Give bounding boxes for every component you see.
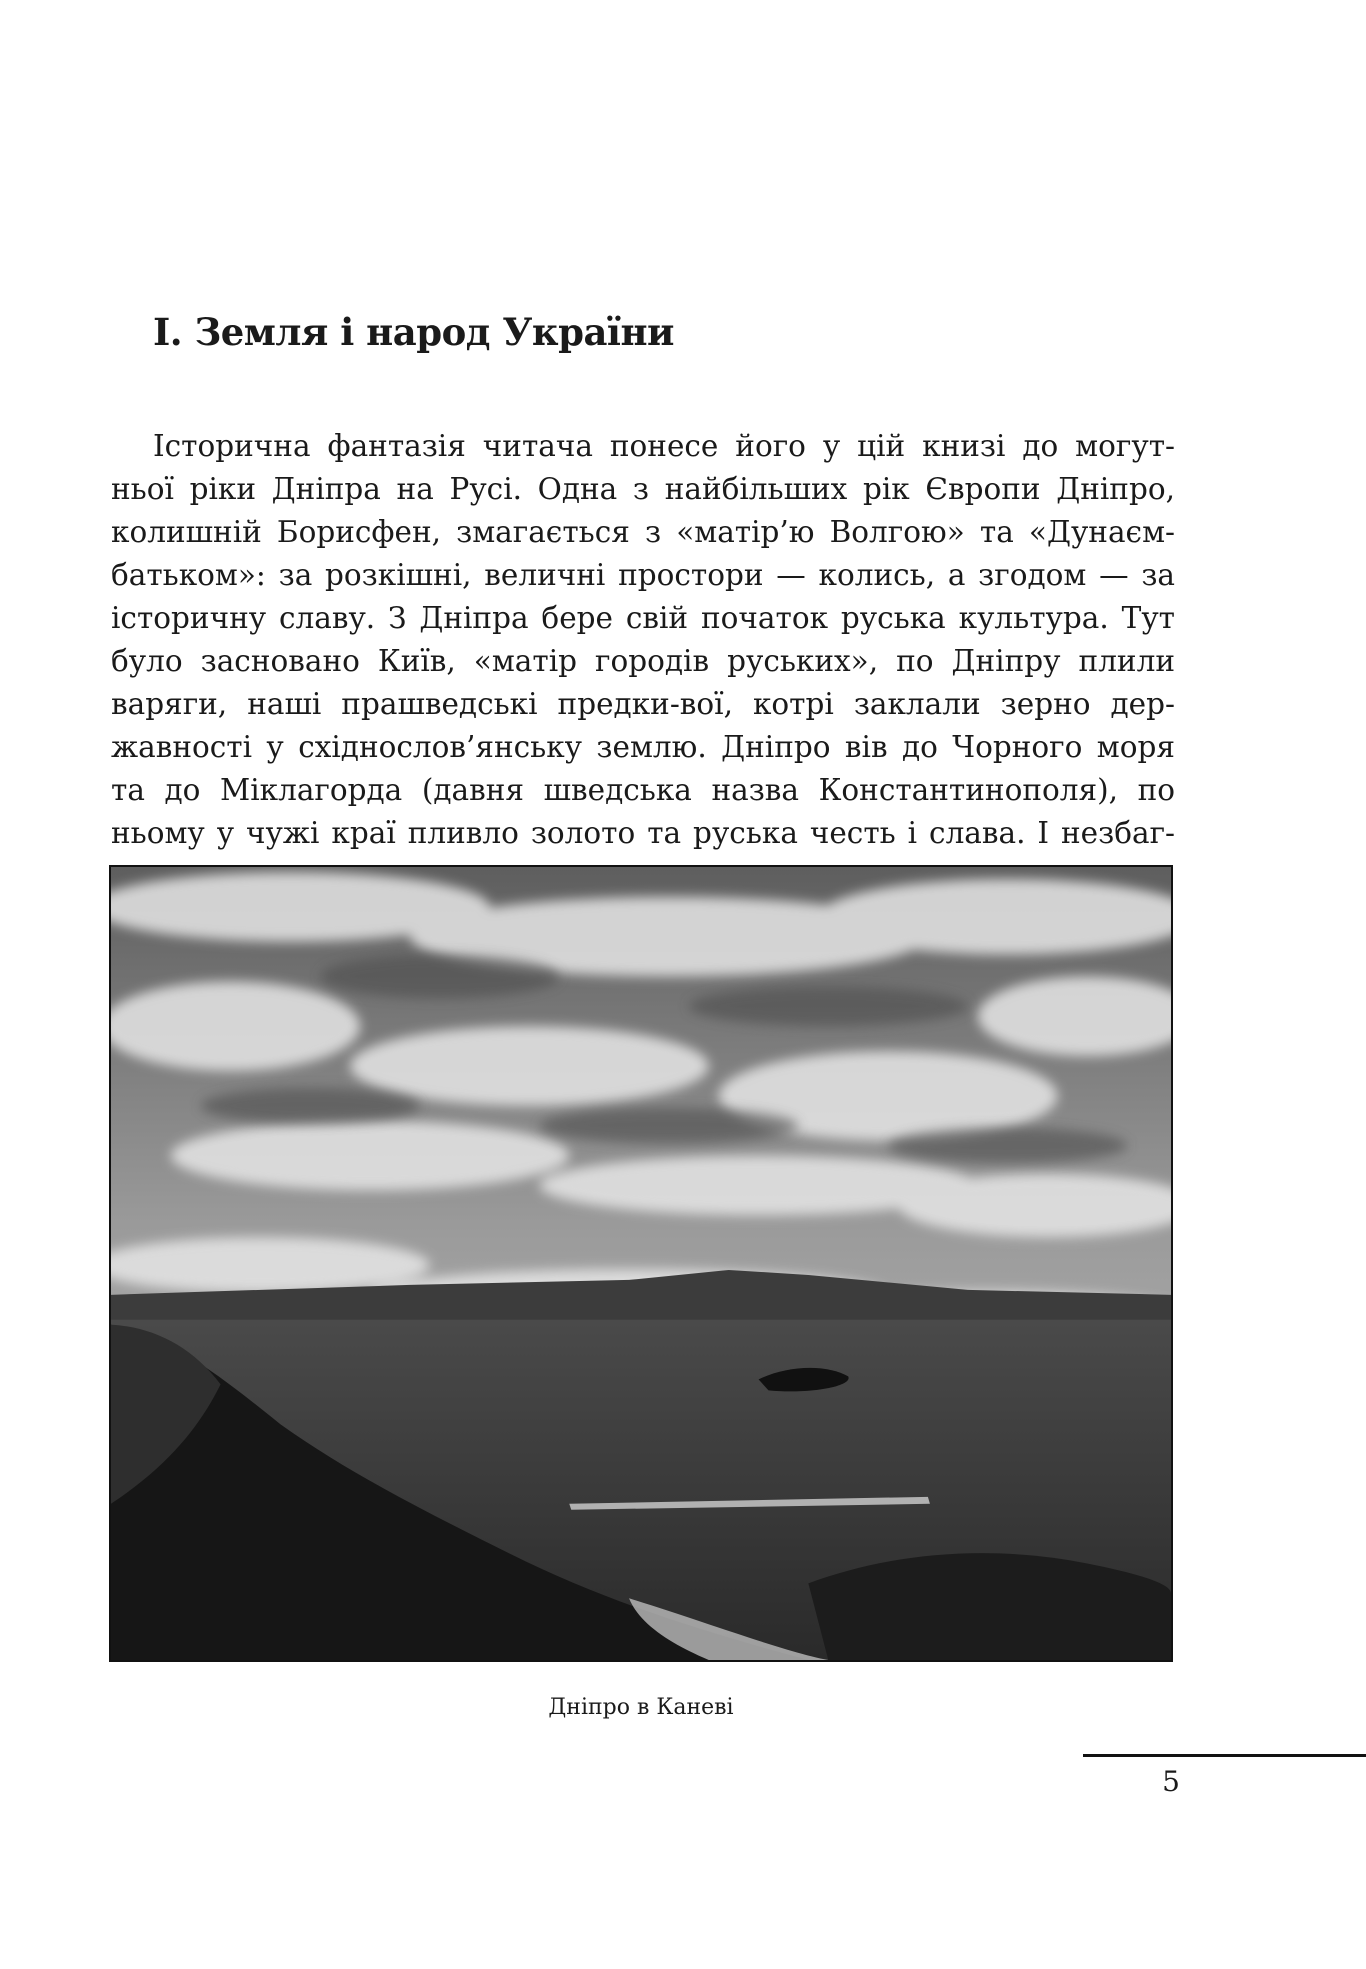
text-line: Історична фантазія читача понесе його у цій книзі до могут- (153, 429, 1175, 463)
footer-rule (1083, 1754, 1366, 1757)
figure-caption: Дніпро в Каневі (548, 1695, 734, 1720)
river-landscape-image (111, 867, 1171, 1660)
chapter-title: І. Земля і народ України (153, 310, 674, 354)
text-line: варяги, наші прашведські предки-вої, котрі заклали зерно дер- (111, 687, 1175, 721)
text-line: та до Міклагорда (давня шведська назва Константинополя), по (111, 773, 1175, 807)
text-line: ньому у чужі краї пливло золото та руська честь і слава. І незбаг- (111, 816, 1175, 850)
text-line: жавності у східнослов’янську землю. Дніпро вів до Чорного моря (111, 730, 1175, 764)
body-paragraph (111, 425, 1175, 855)
landscape-photo (109, 865, 1173, 1662)
text-line: колишній Борисфен, змагається з «матір’ю Волгою» та «Дунаєм- (111, 515, 1175, 549)
page-number: 5 (1162, 1765, 1180, 1798)
text-line: було засновано Київ, «матір городів руських», по Дніпру плили (111, 644, 1175, 678)
text-line: батьком»: за розкішні, величні простори — колись, а згодом — за (111, 558, 1175, 592)
text-line: ньої ріки Дніпра на Русі. Одна з найбільших рік Європи Дніпро, (111, 472, 1175, 506)
text-line: історичну славу. З Дніпра бере свій початок руська культура. Тут (111, 601, 1175, 635)
